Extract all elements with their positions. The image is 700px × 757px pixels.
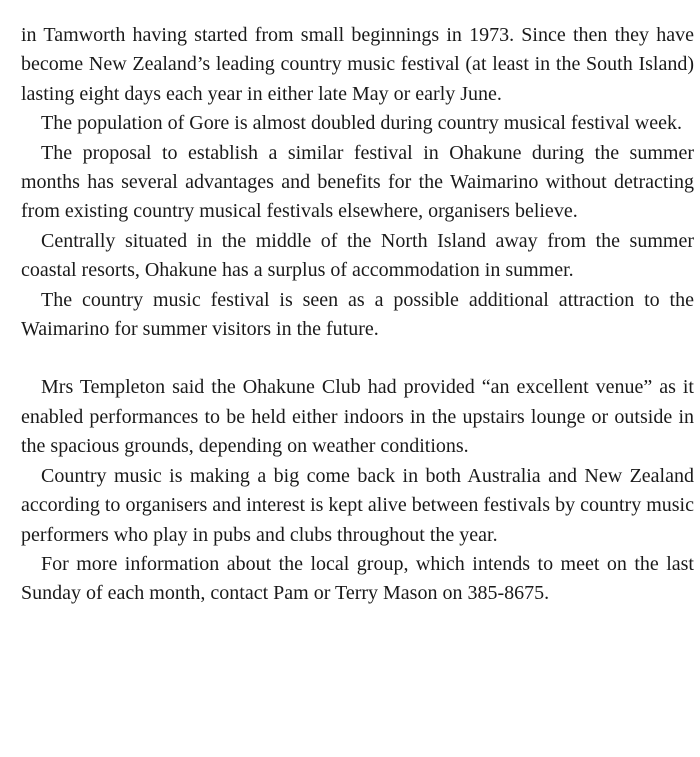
paragraph-8: For more information about the local group, which intends to meet on the last Sunday of each month, contact Pam or Terry Mason on 385-8675. [21,552,694,605]
article-body [21,21,694,609]
paragraph-4: Centrally situated in the middle of the North Island away from the summer coastal resorts, Ohakune has a surplus of accommodation in summer. [21,229,694,282]
paragraph-5: The country music festival is seen as a possible additional attraction to the Waimarino for summer visitors in the future. [21,288,694,341]
section-gap [21,344,694,373]
paragraph-2: The population of Gore is almost doubled during country musical festival week. [41,112,682,135]
paragraph-7: Country music is making a big come back in both Australia and New Zealand according to organisers and interest is kept alive between festivals by country music performers who play in pubs and clubs throughout the year. [21,464,694,546]
paragraph-6: Mrs Templeton said the Ohakune Club had provided “an excellent venue” as it enabled performances to be held either indoors in the upstairs lounge or outside in the spacious grounds, depending on weather conditions. [21,376,694,458]
paragraph-1: in Tamworth having started from small beginnings in 1973. Since then they have become New Zealand’s leading country music festival (at least in the South Island) lasting eight days each year in either late May or early June. [21,24,694,105]
paragraph-3: The proposal to establish a similar festival in Ohakune during the summer months has several advantages and benefits for the Waimarino without detracting from existing country musical festivals elsewhere, organisers believe. [21,141,694,223]
